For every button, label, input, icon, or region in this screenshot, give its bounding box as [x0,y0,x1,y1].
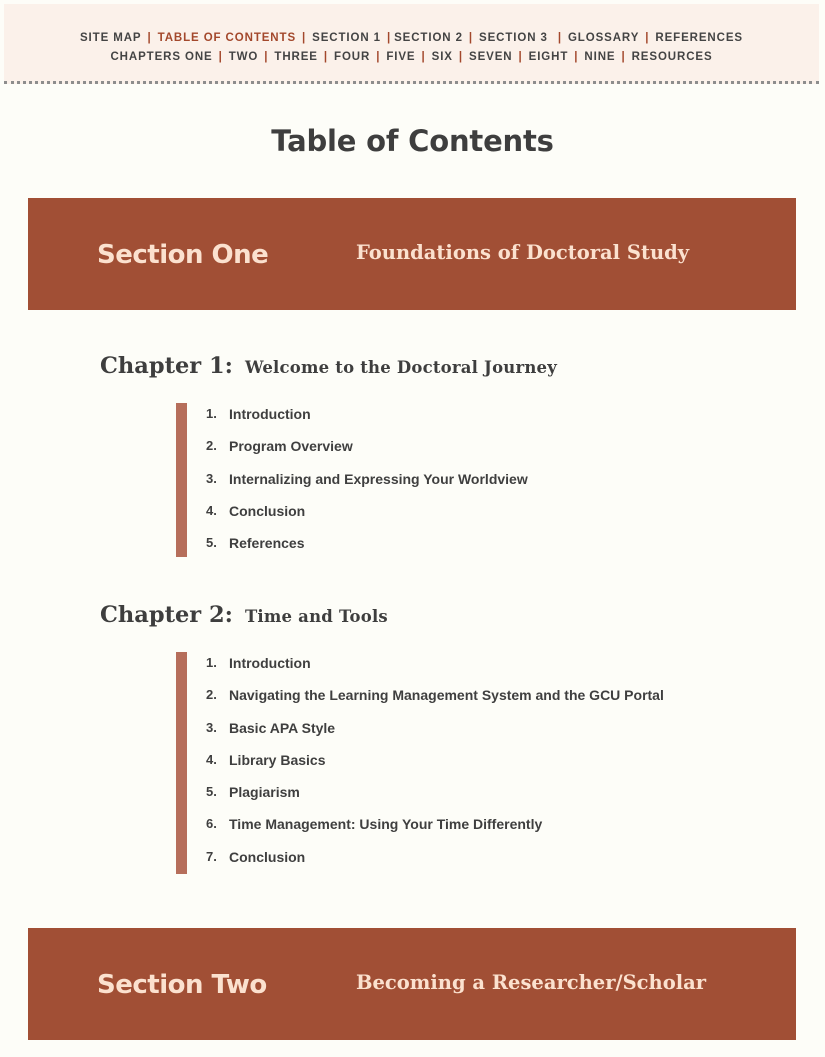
topic-link[interactable]: Basic APA Style [229,719,336,736]
list-item [187,468,747,500]
section-number-label: Section Two [97,970,267,1000]
nav-link-section-2[interactable]: SECTION 2 [394,32,463,44]
page-title: Table of Contents [271,124,554,158]
item-number: 1. [206,406,217,421]
nav-link-chapter-two[interactable]: TWO [228,51,259,63]
nav-separator: | [218,51,223,63]
section-title: Foundations of Doctoral Study [356,241,690,264]
nav-separator: | [645,32,650,44]
list-item [187,532,747,557]
chapter-number-label: Chapter 1: [100,353,233,379]
chapter-2-topic-list [176,652,747,874]
nav-separator: | [421,51,426,63]
list-item [187,781,747,813]
list-item [187,403,747,435]
list-item [187,749,747,781]
nav-link-chapter-one[interactable]: CHAPTERS ONE [110,51,213,63]
chapter-heading-1 [100,352,557,380]
nav-link-references[interactable]: REFERENCES [655,32,743,44]
item-number: 4. [206,502,217,518]
topic-link[interactable]: Conclusion [229,502,306,519]
list-item [187,435,747,467]
nav-separator: | [264,51,269,63]
nav-separator: | [574,51,579,63]
nav-separator: | [468,32,474,44]
item-number: 6. [206,816,217,832]
nav-separator: | [376,51,381,63]
topic-link[interactable]: Introduction [229,406,311,422]
section-title: Becoming a Researcher/Scholar [356,971,707,994]
chapter-1-topic-list [176,403,747,557]
section-banner-one[interactable] [28,198,796,310]
nav-separator: | [147,32,152,44]
item-number: 2. [206,438,217,454]
nav-row-chapters [4,48,819,67]
nav-separator: | [518,51,523,63]
item-number: 3. [206,470,217,486]
nav-link-chapter-six[interactable]: SIX [431,51,453,63]
topic-link[interactable]: Conclusion [229,848,306,865]
nav-link-chapter-seven[interactable]: SEVEN [469,51,513,63]
chapter-heading-2 [100,601,388,629]
nav-link-section-3[interactable]: SECTION 3 [479,32,548,44]
item-number: 7. [206,848,217,864]
list-item [187,652,747,684]
nav-link-section-1[interactable]: SECTION 1 [312,32,381,44]
item-number: 2. [206,687,217,703]
list-item [187,846,747,874]
list-item [187,500,747,532]
chapter-title: Time and Tools [244,607,388,626]
list-item [187,684,747,716]
nav-link-site-map[interactable]: SITE MAP [79,32,142,44]
nav-link-resources[interactable]: RESOURCES [631,51,713,63]
topic-link[interactable]: Navigating the Learning Management System and the GCU Portal [229,687,664,704]
nav-separator: | [621,51,626,63]
section-number-label: Section One [97,240,269,270]
nav-link-glossary[interactable]: GLOSSARY [567,32,640,44]
chapter-title: Welcome to the Doctoral Journey [244,358,558,377]
list-item [187,813,747,845]
topic-link[interactable]: Introduction [229,655,311,671]
chapter-number-label: Chapter 2: [100,602,233,628]
topic-link[interactable]: References [229,535,305,552]
item-number: 5. [206,784,217,800]
nav-link-chapter-nine[interactable]: NINE [584,51,616,63]
section-banner-two[interactable] [28,928,796,1040]
topic-link[interactable]: Time Management: Using Your Time Differently [229,816,543,833]
nav-row-primary [4,29,819,48]
topic-link[interactable]: Internalizing and Expressing Your Worldview [229,470,528,487]
item-number: 5. [206,535,217,551]
nav-separator: | [386,32,392,44]
list-item [187,717,747,749]
nav-separator: | [302,32,307,44]
nav-link-chapter-eight[interactable]: EIGHT [528,51,569,63]
nav-separator: | [557,32,562,44]
nav-link-chapter-three[interactable]: THREE [274,51,318,63]
topic-link[interactable]: Plagiarism [229,784,300,801]
nav-link-chapter-five[interactable]: FIVE [386,51,416,63]
top-navigation [4,4,819,84]
item-number: 4. [206,751,217,767]
item-number: 3. [206,719,217,735]
topic-link[interactable]: Program Overview [229,438,353,455]
topic-link[interactable]: Library Basics [229,751,326,768]
nav-separator: | [458,51,463,63]
nav-separator: | [323,51,329,63]
item-number: 1. [206,655,217,670]
nav-link-table-of-contents[interactable]: TABLE OF CONTENTS [157,32,297,44]
nav-link-chapter-four[interactable]: FOUR [334,51,371,63]
